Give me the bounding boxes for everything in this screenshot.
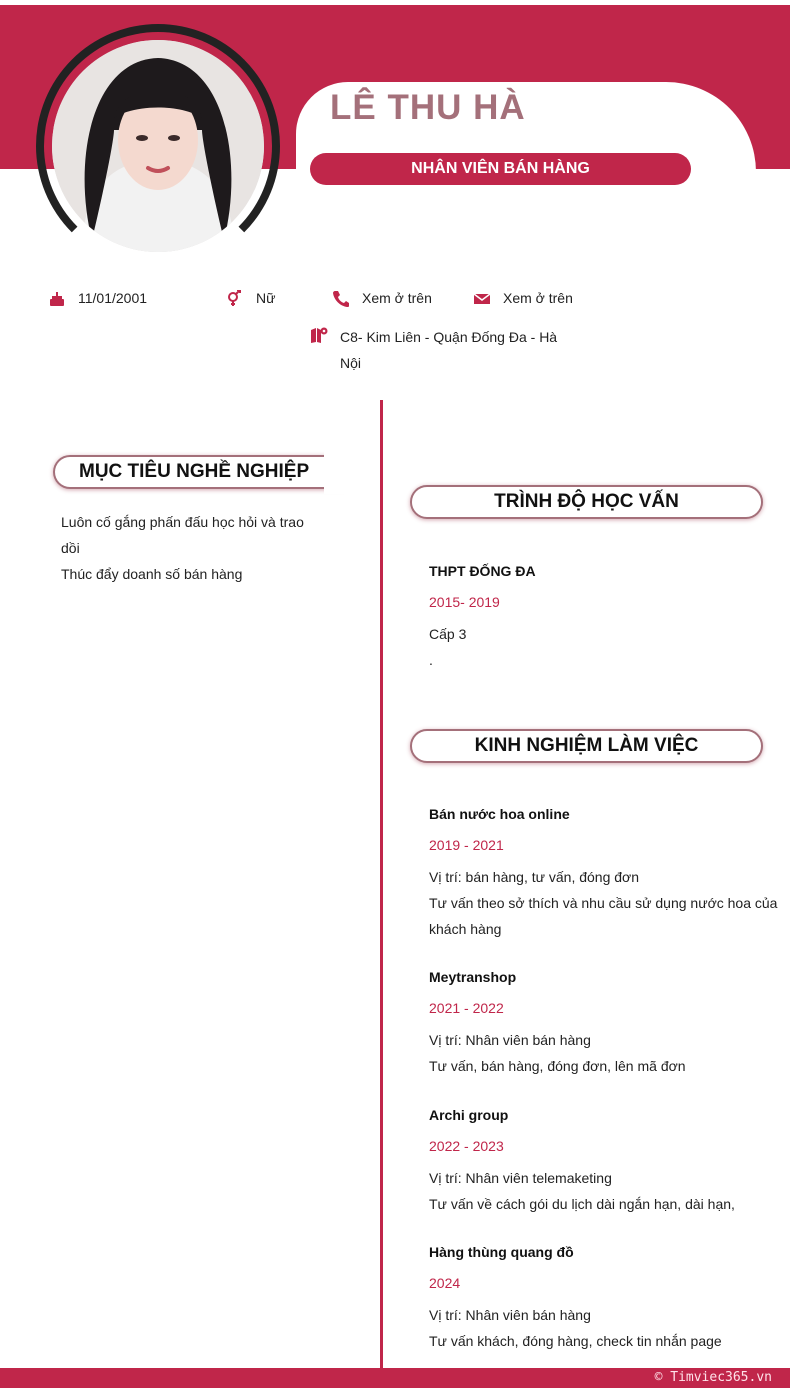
company-name: Meytranshop: [429, 969, 517, 985]
education-heading: TRÌNH ĐỘ HỌC VẤN: [410, 485, 763, 519]
experience-period: 2021 - 2022: [429, 1000, 504, 1016]
experience-line: Tư vấn về cách gói du lịch dài ngắn hạn, dài hạn,: [429, 1196, 735, 1212]
experience-line: Vị trí: Nhân viên bán hàng: [429, 1307, 591, 1323]
footer-band: [0, 1368, 790, 1388]
experience-line: Tư vấn khách, đóng hàng, check tin nhắn page: [429, 1333, 722, 1349]
experience-entry: [429, 964, 779, 1079]
contact-phone: [332, 290, 432, 308]
experience-entry: [429, 1102, 779, 1217]
phone-icon: [332, 290, 350, 308]
birthday-value: 11/01/2001: [78, 290, 148, 306]
phone-value: Xem ở trên: [362, 290, 432, 306]
experience-line: Vị trí: Nhân viên bán hàng: [429, 1032, 591, 1048]
objective-line: Luôn cố gắng phấn đấu học hỏi và trao: [61, 514, 304, 530]
company-name: Archi group: [429, 1107, 509, 1123]
contact-gender: [226, 290, 275, 308]
footer-watermark: © Timviec365.vn: [654, 1370, 772, 1385]
education-period: 2015- 2019: [429, 594, 500, 610]
experience-line: Vị trí: Nhân viên telemaketing: [429, 1170, 612, 1186]
experience-heading: KINH NGHIỆM LÀM VIỆC: [410, 729, 763, 763]
contact-email: [473, 290, 573, 308]
gender-value: Nữ: [256, 290, 276, 306]
column-divider: [380, 400, 383, 1368]
experience-entry: [429, 801, 779, 942]
heading-mask: [324, 450, 354, 494]
experience-line: Tư vấn, bán hàng, đóng đơn, lên mã đơn: [429, 1058, 686, 1074]
experience-entry: [429, 1239, 779, 1354]
contact-birthday: [48, 290, 147, 308]
cake-icon: [48, 290, 66, 308]
education-line: Cấp 3: [429, 626, 467, 642]
experience-line: Tư vấn theo sở thích và nhu cầu sử dụng nước hoa của: [429, 895, 778, 911]
experience-period: 2019 - 2021: [429, 837, 504, 853]
company-name: Bán nước hoa online: [429, 806, 570, 822]
education-line: .: [429, 652, 433, 668]
experience-line: khách hàng: [429, 921, 502, 937]
experience-period: 2024: [429, 1275, 461, 1291]
avatar-photo: [52, 40, 264, 252]
education-entry: [429, 558, 779, 673]
address-line-2: Nội: [340, 355, 362, 371]
envelope-icon: [473, 290, 491, 308]
avatar: [52, 40, 264, 252]
contact-address: [310, 324, 557, 376]
company-name: Hàng thùng quang đồ: [429, 1244, 574, 1260]
map-pin-icon: [310, 326, 328, 344]
objective-line: dồi: [61, 540, 80, 556]
address-line-1: C8- Kim Liên - Quận Đống Đa - Hà: [340, 329, 558, 345]
experience-period: 2022 - 2023: [429, 1138, 504, 1154]
objective-line: Thúc đẩy doanh số bán hàng: [61, 566, 243, 582]
experience-line: Vị trí: bán hàng, tư vấn, đóng đơn: [429, 869, 640, 885]
objective-heading: MỤC TIÊU NGHỀ NGHIỆP: [53, 455, 343, 489]
school-name: THPT ĐỐNG ĐA: [429, 563, 536, 579]
objective-text: [61, 509, 321, 587]
candidate-name: LÊ THU HÀ: [330, 88, 526, 127]
email-value: Xem ở trên: [503, 290, 573, 306]
job-title-pill: NHÂN VIÊN BÁN HÀNG: [310, 153, 691, 185]
gender-icon: [226, 290, 244, 308]
